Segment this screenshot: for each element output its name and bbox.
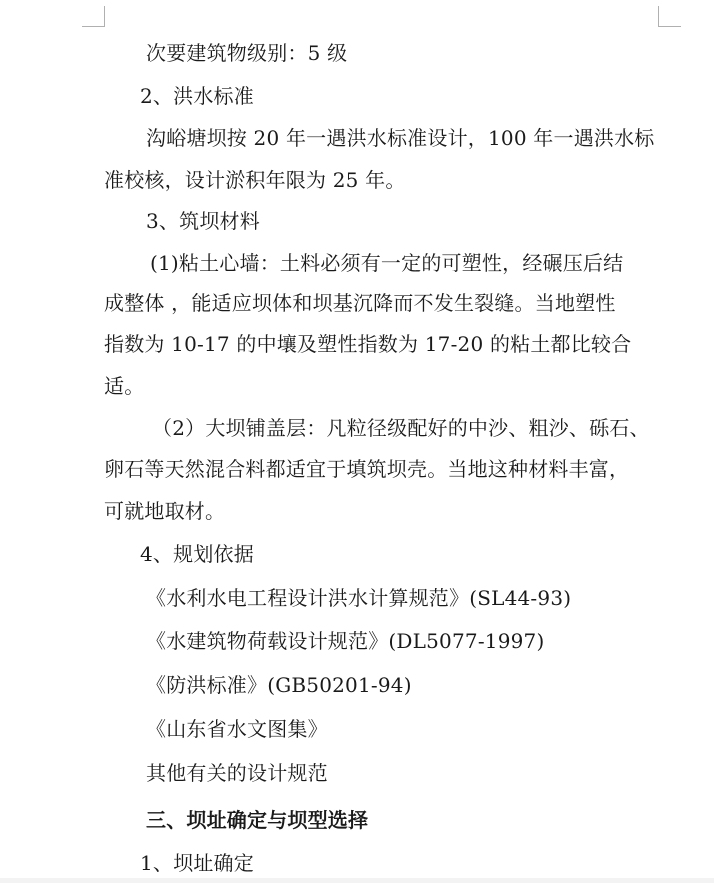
reference-load-design-code: 《水建筑物荷载设计规范》(DL5077-1997): [146, 629, 545, 653]
reference-hydrology-atlas: 《山东省水文图集》: [146, 717, 328, 741]
paragraph-cover-line-3: 可就地取材。: [104, 499, 226, 523]
top-left-margin-mark: [82, 6, 105, 27]
paragraph-cover-line-2: 卵石等天然混合料都适宜于填筑坝壳。当地这种材料丰富，: [104, 457, 630, 481]
reference-other-codes: 其他有关的设计规范: [146, 761, 328, 785]
top-right-margin-mark: [658, 6, 681, 27]
paragraph-flood-line-1: 沟峪塘坝按 20 年一遇洪水标准设计，100 年一遇洪水标: [146, 126, 655, 150]
heading-flood-standard: 2、洪水标准: [140, 84, 254, 108]
page-bottom-edge: [0, 878, 714, 883]
paragraph-clay-line-2: 成整体 ，能适应坝体和坝基沉降而不发生裂缝。当地塑性: [104, 291, 616, 315]
secondary-building-level: 次要建筑物级别：5 级: [146, 41, 348, 65]
paragraph-clay-line-4: 适。: [104, 374, 145, 398]
reference-flood-standard: 《防洪标准》(GB50201-94): [146, 673, 412, 697]
paragraph-clay-line-1: (1)粘土心墙：土料必须有一定的可塑性，经碾压后结: [150, 251, 624, 275]
reference-flood-calc-code: 《水利水电工程设计洪水计算规范》(SL44-93): [146, 586, 572, 610]
paragraph-flood-line-2: 准校核，设计淤积年限为 25 年。: [104, 168, 406, 192]
paragraph-cover-line-1: （2）大坝铺盖层：凡粒径级配好的中沙、粗沙、砾石、: [152, 416, 650, 440]
heading-dam-site-selection: 1、坝址确定: [140, 851, 254, 875]
section-heading-dam-site: 三、坝址确定与坝型选择: [146, 808, 369, 832]
paragraph-clay-line-3: 指数为 10-17 的中壤及塑性指数为 17-20 的粘土都比较合: [104, 332, 632, 356]
heading-dam-materials: 3、筑坝材料: [146, 209, 260, 233]
heading-planning-basis: 4、规划依据: [140, 542, 254, 566]
